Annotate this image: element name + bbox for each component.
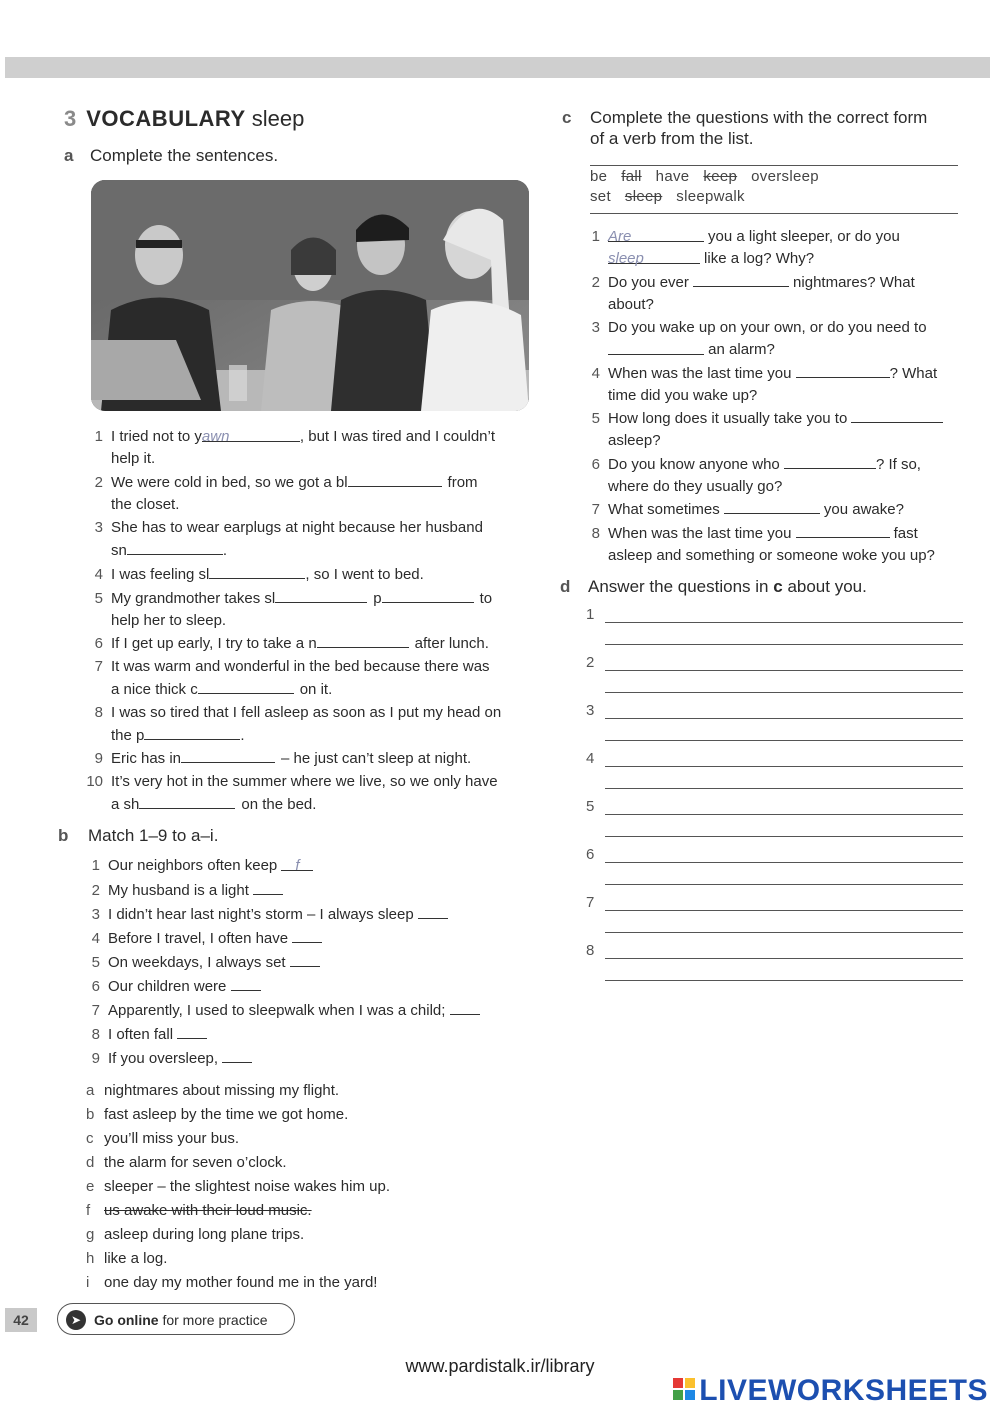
b-item-1: 1 Our neighbors often keep f	[82, 855, 313, 877]
blank[interactable]	[796, 522, 890, 538]
c-item-3: 3 Do you wake up on your own, or do you need to an alarm?	[591, 319, 927, 358]
blank[interactable]	[784, 453, 876, 469]
answer-number: 7	[586, 894, 595, 911]
part-a-letter: a	[64, 146, 74, 165]
part-a-instruction: Complete the sentences.	[90, 146, 279, 165]
b-item-2: 2 My husband is a light	[82, 879, 283, 902]
blank[interactable]	[693, 271, 789, 287]
liveworksheets-badge-icon	[673, 1378, 695, 1400]
b-item-7: 7 Apparently, I used to sleepwalk when I was a child;	[82, 999, 480, 1022]
answer-line[interactable]	[605, 718, 963, 719]
answer-line[interactable]	[605, 836, 963, 837]
b-ending-f: f us awake with their loud music.	[86, 1202, 312, 1219]
b-item-3: 3 I didn’t hear last night’s storm – I always sleep	[82, 903, 448, 926]
b-ending-b: b fast asleep by the time we got home.	[86, 1106, 349, 1123]
answer-line[interactable]	[605, 910, 963, 911]
b-item-4: 4 Before I travel, I often have	[82, 927, 322, 950]
blank[interactable]	[450, 999, 480, 1015]
answer-line[interactable]	[605, 980, 963, 981]
verb-list-row-2: set sleep sleepwalk	[590, 188, 745, 205]
cursor-icon: ➤	[66, 1310, 86, 1330]
blank[interactable]	[724, 498, 820, 514]
answer-line[interactable]	[605, 958, 963, 959]
answer-line[interactable]	[605, 862, 963, 863]
answer-line[interactable]	[605, 644, 963, 645]
answer-line[interactable]	[605, 932, 963, 933]
section-number: 3	[64, 106, 77, 131]
a-item-7: 7 It was warm and wonderful in the bed because there was a nice thick c on it.	[94, 658, 490, 698]
b-ending-c: c you’ll miss your bus.	[86, 1130, 240, 1147]
a-item-3: 3 She has to wear earplugs at night because her husband sn .	[94, 519, 483, 559]
blank[interactable]	[292, 927, 322, 943]
page-number: 42	[5, 1308, 37, 1332]
answer-line[interactable]	[605, 670, 963, 671]
c-item-8: 8 When was the last time you fast asleep and something or someone woke you up?	[582, 522, 935, 567]
a-item-2: 2 We were cold in bed, so we got a bl from the closet.	[85, 471, 478, 516]
blank[interactable]	[290, 951, 320, 967]
b-item-5: 5 On weekdays, I always set	[82, 951, 320, 974]
answer-line[interactable]	[605, 622, 963, 623]
answer-line[interactable]	[605, 814, 963, 815]
a-item-6: 6 If I get up early, I try to take a n after lunch.	[85, 632, 489, 655]
blank[interactable]	[382, 587, 474, 603]
part-b-instruction: Match 1–9 to a–i.	[88, 826, 219, 845]
verb-box-top-rule	[590, 165, 958, 166]
b-item-9: 9 If you oversleep,	[82, 1047, 252, 1070]
part-d-letter: d	[560, 577, 571, 596]
c-item-6: 6 Do you know anyone who ? If so, where do they usually go?	[582, 453, 921, 498]
blank[interactable]	[275, 587, 367, 603]
photo-illustration	[91, 180, 529, 411]
b-ending-i: i one day my mother found me in the yard!	[86, 1274, 378, 1291]
blank[interactable]	[127, 539, 223, 555]
answer-number: 4	[586, 750, 595, 767]
b-ending-e: e sleeper – the slightest noise wakes him up.	[86, 1178, 390, 1195]
blank[interactable]	[796, 362, 890, 378]
blank[interactable]	[851, 407, 943, 423]
blank[interactable]: f	[281, 855, 313, 871]
c-item-2: 2 Do you ever nightmares? What about?	[582, 271, 915, 316]
answer-number: 2	[586, 654, 595, 671]
blank[interactable]	[139, 793, 235, 809]
go-online-link[interactable]: ➤ Go online for more practice	[57, 1303, 295, 1335]
answer-line[interactable]	[605, 740, 963, 741]
part-d-heading: d Answer the questions in c about you.	[560, 577, 867, 596]
answer-number: 6	[586, 846, 595, 863]
blank[interactable]	[177, 1023, 207, 1039]
answer-line[interactable]	[605, 788, 963, 789]
answer-line[interactable]	[605, 884, 963, 885]
blank[interactable]: Are	[608, 226, 704, 242]
a-item-9: 9 Eric has in – he just can’t sleep at night.	[85, 747, 471, 770]
c-item-4: 4 When was the last time you ? What time did you wake up?	[582, 362, 937, 407]
answer-number: 3	[586, 702, 595, 719]
c-item-1: 1 Are you a light sleeper, or do you sleep like a log? Why?	[591, 228, 900, 267]
b-ending-g: g asleep during long plane trips.	[86, 1226, 305, 1243]
blank[interactable]	[222, 1047, 252, 1063]
answer-number: 1	[586, 606, 595, 623]
a-item-8: 8 I was so tired that I fell asleep as soon as I put my head on the p .	[94, 704, 502, 744]
section-title-word: sleep	[251, 106, 305, 131]
b-ending-h: h like a log.	[86, 1250, 168, 1267]
blank[interactable]	[198, 678, 294, 694]
verb-list-row-1: be fall have keep oversleep	[590, 168, 819, 185]
a-item-1: 1 I tried not to yawn , but I was tired and I couldn’t help it.	[94, 428, 496, 467]
blank[interactable]	[181, 747, 275, 763]
a-item-4: 4 I was feeling sl , so I went to bed.	[85, 563, 424, 586]
blank[interactable]: awn	[202, 426, 300, 442]
liveworksheets-logo: LIVEWORKSHEETS	[673, 1374, 988, 1408]
b-item-8: 8 I often fall	[82, 1023, 207, 1046]
section-title	[64, 106, 304, 132]
a-item-5: 5 My grandmother takes sl p to help her to sleep.	[85, 587, 492, 632]
answer-line[interactable]	[605, 766, 963, 767]
part-b-letter: b	[58, 826, 69, 845]
people-photo	[91, 180, 529, 411]
blank[interactable]	[418, 903, 448, 919]
blank[interactable]	[231, 975, 261, 991]
header-bar	[5, 57, 990, 78]
b-ending-a: a nightmares about missing my flight.	[86, 1082, 340, 1099]
blank[interactable]	[253, 879, 283, 895]
part-b-heading	[58, 826, 218, 846]
blank[interactable]	[317, 632, 409, 648]
blank[interactable]: sleep	[608, 248, 700, 264]
c-item-7: 7 What sometimes you awake?	[582, 498, 904, 521]
answer-line[interactable]	[605, 692, 963, 693]
blank[interactable]	[144, 724, 240, 740]
blank[interactable]	[348, 471, 442, 487]
answer-number: 5	[586, 798, 595, 815]
c-item-5: 5 How long does it usually take you to asleep?	[582, 407, 943, 452]
footer-url: www.pardistalk.ir/library	[405, 1356, 595, 1376]
a-item-10: 10 It’s very hot in the summer where we live, so we only have a sh on the bed.	[86, 773, 498, 813]
part-c-heading: c Complete the questions with the correct form of a verb from the list.	[562, 108, 928, 148]
part-c-letter: c	[562, 108, 572, 127]
part-a-heading	[64, 146, 278, 166]
section-title-bold: VOCABULARY	[86, 106, 246, 131]
b-ending-d: d the alarm for seven o’clock.	[86, 1154, 287, 1171]
verb-box-bottom-rule	[590, 213, 958, 214]
b-item-6: 6 Our children were	[82, 975, 261, 998]
blank[interactable]	[209, 563, 305, 579]
answer-number: 8	[586, 942, 595, 959]
blank[interactable]	[608, 339, 704, 355]
